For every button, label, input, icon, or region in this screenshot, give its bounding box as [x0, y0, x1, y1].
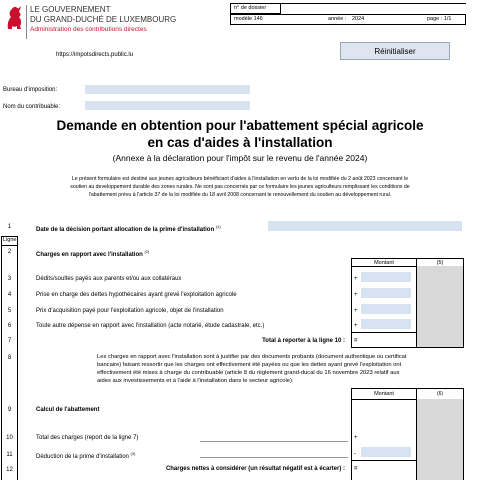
row-3-amount-input[interactable] [361, 272, 411, 282]
col6-gray [416, 399, 464, 480]
government-line-1: LE GOUVERNEMENT [30, 5, 111, 14]
intro-line-2: soutien au developpement durable des zones rurales. Ne sont pas concernés par ce formulaire les jeunes agriculteurs remplissant les conditions de [70, 184, 410, 190]
website-url[interactable]: https://impotsdirects.public.lu [56, 52, 134, 58]
ligne-header: Ligne [3, 237, 17, 243]
row-8-line-3: effectivement été mises à charge du contribuable (article 8 du règlement grand-ducal du 16 novembre 2023 relatif aux [97, 370, 400, 376]
year-label: année : [328, 16, 347, 22]
row-number-4: 4 [7, 292, 12, 298]
row-3-operator: + [354, 276, 358, 282]
government-line-2: DU GRAND-DUCHÉ DE LUXEMBOURG [30, 15, 177, 24]
row-7-total-value [361, 335, 411, 345]
row-6-label: Toute autre dépense en rapport avec l'installation (acte notarié, étude cadastrale, etc.) [36, 323, 265, 329]
col5-gray [416, 266, 464, 348]
bureau-label: Bureau d'imposition: [3, 87, 58, 93]
col6-header: (6) [416, 388, 464, 400]
page-title-line-1: Demande en obtention pour l'abattement spécial agricole [56, 118, 424, 133]
montant-header-1: Montant [351, 258, 417, 267]
contribuable-label: Nom du contribuable: [3, 104, 61, 110]
page-subtitle: (Annexe à la déclaration pour l'impôt sur le revenu de l'année 2024) [112, 153, 368, 163]
row-5-label: Prix d'acquisition payé pour l'exploitation agricole, objet de l'installation [36, 308, 224, 314]
decision-date-input[interactable] [268, 221, 462, 231]
row-7-operator: = [354, 338, 358, 344]
row-number-2: 2 [7, 249, 12, 255]
intro-line-3: l'abattement prévu à l'article 37 de la loi modifiée du 18 avril 2008 concernant le renouvellement du soutien au développement rural. [88, 192, 392, 198]
row-10-operator: + [354, 435, 358, 441]
row-11-label: Déduction de la prime d'installation $^{(3)}$ [36, 451, 136, 460]
administration-name: Administration des contributions directes [30, 26, 147, 33]
montant-column-2 [351, 399, 417, 480]
logo-divider [26, 5, 27, 39]
row-12-label: Charges nettes à considérer (un résultat négatif est à écarter) : [165, 466, 345, 472]
intro-line-1: Le présent formulaire est destiné aux jeunes agriculteurs bénéficiant d'aides à l'installation en vertu de la loi modifiée du 2 août 2023 concernant le [71, 176, 409, 182]
row-number-7: 7 [7, 338, 12, 344]
row-6-operator: + [354, 323, 358, 329]
row-8-line-4: aides aux investissements et à l'aide à l'installation dans le secteur agricole). [97, 378, 294, 384]
contribuable-input[interactable] [85, 101, 250, 110]
year-value: 2024 [352, 16, 365, 22]
row-1-label: Date de la décision portant allocation de la prime d'installation $^{(1)}$ [36, 224, 221, 233]
row-5-amount-input[interactable] [361, 304, 411, 314]
dossier-box [230, 3, 466, 25]
reset-button[interactable]: Réinitialiser [340, 42, 450, 60]
row-3-label: Dédits/soultes payés aux parents et/ou aux collatéraux [36, 276, 182, 282]
row-number-1: 1 [7, 224, 12, 230]
page-title-line-2: en cas d'aides à l'installation [147, 135, 333, 150]
row-number-6: 6 [7, 323, 12, 329]
row-4-label: Prise en charge des dettes hypothécaires ayant grevé l'exploitation agricole [36, 292, 237, 298]
dossier-label: n° de dossier [234, 5, 267, 11]
row-11-operator: - [354, 451, 356, 457]
row-number-12: 12 [6, 467, 13, 473]
row-number-9: 9 [7, 407, 12, 413]
row-11-amount-input[interactable] [361, 447, 411, 457]
row-number-11: 11 [6, 452, 13, 458]
page-number: page : 1/1 [427, 16, 452, 22]
row-8-line-1: Les charges en rapport avec l'installation sont à justifier par des documents probants (document authentique ou certificat [97, 354, 407, 360]
bureau-input[interactable] [85, 85, 250, 94]
row-number-8: 8 [7, 355, 12, 361]
row-2-label: Charges en rapport avec l'installation $^{(2)}$ [36, 249, 150, 258]
row-5-operator: + [354, 308, 358, 314]
row-7-label: Total à reporter à la ligne 10 : [262, 338, 345, 344]
row-4-operator: + [354, 292, 358, 298]
row-10-label: Total des charges (report de la ligne 7) [36, 435, 139, 441]
row-number-10: 10 [6, 435, 13, 441]
row-number-5: 5 [7, 308, 12, 314]
col5-header: (5) [416, 258, 464, 267]
row-6-amount-input[interactable] [361, 319, 411, 329]
row-8-line-2: bancaire) faisant ressortir que les charges ont effectivement été payées ou que les dettes ayant grevé l'exploitation ont [97, 362, 402, 368]
row-9-label: Calcul de l'abattement [36, 407, 100, 413]
row-4-amount-input[interactable] [361, 288, 411, 298]
row-12-operator: = [354, 466, 358, 472]
luxembourg-lion-logo [4, 5, 24, 31]
dossier-number-field[interactable] [282, 4, 477, 14]
montant-header-2: Montant [351, 388, 417, 400]
model-label: modèle 146 [234, 16, 263, 22]
row-number-3: 3 [7, 276, 12, 282]
